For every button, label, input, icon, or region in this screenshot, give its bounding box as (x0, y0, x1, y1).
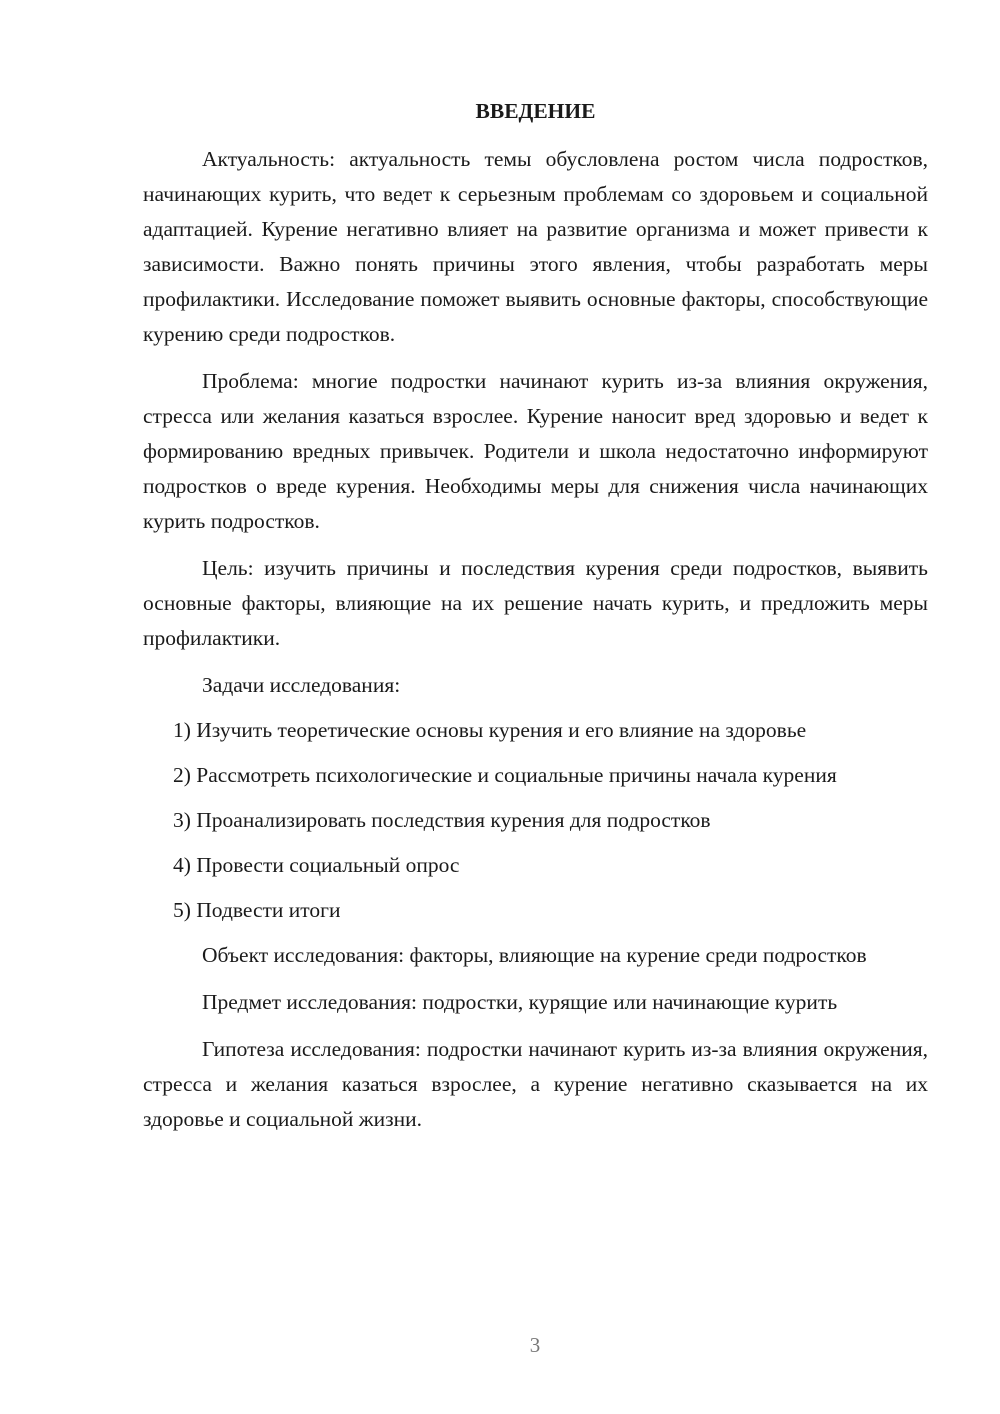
hypothesis-paragraph: Гипотеза исследования: подростки начинают курить из-за влияния окружения, стресса и желания казаться взрослее, а курение негативно сказывается на их здоровье и социальной жизни. (143, 1037, 928, 1131)
page-number: 3 (529, 1333, 541, 1357)
relevance-paragraph: Актуальность: актуальность темы обусловлена ростом числа подростков, начинающих курить, что ведет к серьезным проблемам со здоровьем и социальной адаптацией. Курение негативно влияет на развитие организма и может привести к зависимости. Важно понять причины этого явления, чтобы разработать меры профилактики. Исследование поможет выявить основные факторы, способствующие курению среди подростков. (143, 147, 928, 346)
task-item-1: 1) Изучить теоретические основы курения и его влияние на здоровье (173, 718, 807, 742)
task-item-5: 5) Подвести итоги (173, 898, 341, 922)
task-item-2: 2) Рассмотреть психологические и социальные причины начала курения (173, 763, 837, 787)
section-title: ВВЕДЕНИЕ (475, 99, 596, 123)
subject-paragraph: Предмет исследования: подростки, курящие или начинающие курить (202, 990, 838, 1014)
tasks-heading: Задачи исследования: (202, 673, 401, 697)
problem-paragraph: Проблема: многие подростки начинают курить из-за влияния окружения, стресса или желания казаться взрослее. Курение наносит вред здоровью и ведет к формированию вредных привычек. Родители и школа недостаточно информируют подростков о вреде курения. Необходимы меры для снижения числа начинающих курить подростков. (143, 369, 928, 533)
tasks-list (143, 713, 928, 928)
goal-paragraph: Цель: изучить причины и последствия курения среди подростков, выявить основные факторы, влияющие на их решение начать курить, и предложить меры профилактики. (143, 556, 928, 650)
page-content (143, 96, 928, 1149)
task-item-4: 4) Провести социальный опрос (173, 853, 460, 877)
object-paragraph: Объект исследования: факторы, влияющие на курение среди подростков (202, 943, 867, 967)
task-item-3: 3) Проанализировать последствия курения для подростков (173, 808, 711, 832)
